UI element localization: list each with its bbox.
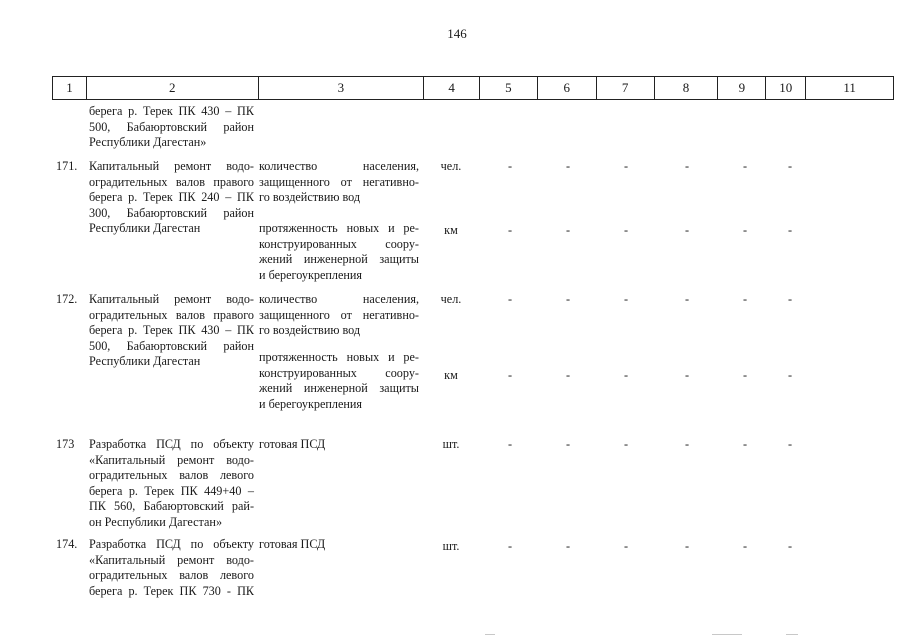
text-line: конструированных соору- bbox=[259, 365, 419, 380]
text-line: берега р. Терек ПК 430 – ПК bbox=[89, 104, 254, 118]
value-cell: - bbox=[623, 539, 629, 553]
text-line: защищенного от негативно- bbox=[259, 174, 419, 189]
text-line: оградительных валов левого bbox=[89, 468, 254, 482]
text-line: и берегоукрепления bbox=[259, 267, 363, 282]
value-cell: - bbox=[565, 223, 571, 237]
value-cell: - bbox=[507, 437, 513, 451]
row-number: 171. bbox=[56, 159, 78, 173]
object-name bbox=[89, 537, 254, 599]
text-line: протяженность новых и ре- bbox=[259, 221, 419, 235]
unit: шт. bbox=[442, 539, 460, 553]
scan-artifact bbox=[485, 634, 495, 635]
value-cell: - bbox=[565, 292, 571, 306]
header-cell-10: 10 bbox=[766, 77, 806, 99]
text-line: жений инженерной защиты bbox=[259, 252, 419, 266]
indicator-name bbox=[259, 221, 419, 283]
value-cell: - bbox=[623, 437, 629, 451]
text-line: готовая ПСД bbox=[259, 437, 326, 451]
header-cell-11: 11 bbox=[843, 80, 856, 95]
unit: км bbox=[444, 223, 458, 237]
text-line: готовая ПСД bbox=[259, 537, 326, 551]
value-cell: - bbox=[623, 368, 629, 382]
value-cell: - bbox=[787, 437, 793, 451]
header-cell-6: 6 bbox=[538, 77, 597, 99]
value-cell: - bbox=[565, 437, 571, 451]
text-line: количество населения, bbox=[259, 159, 419, 173]
indicator-name bbox=[259, 350, 419, 412]
text-line: берега р. Терек ПК 430 – ПК bbox=[89, 323, 254, 337]
value-cell: - bbox=[507, 223, 513, 237]
indicator-name bbox=[259, 437, 419, 453]
value-cell: - bbox=[507, 159, 513, 173]
value-cell: - bbox=[684, 539, 690, 553]
continuation-object bbox=[89, 104, 254, 151]
value-cell: - bbox=[787, 539, 793, 553]
value-cell: - bbox=[565, 368, 571, 382]
text-line: «Капитальный ремонт водо- bbox=[89, 552, 254, 567]
value-cell: - bbox=[623, 292, 629, 306]
indicator-name bbox=[259, 537, 419, 553]
value-cell: - bbox=[684, 292, 690, 306]
text-line: 300, Бабаюртовский район bbox=[89, 205, 254, 220]
unit: чел. bbox=[440, 292, 462, 306]
text-line: протяженность новых и ре- bbox=[259, 350, 419, 364]
unit: чел. bbox=[440, 159, 462, 173]
text-line: жений инженерной защиты bbox=[259, 381, 419, 395]
header-cell-4: 4 bbox=[424, 77, 480, 99]
text-line: го воздействию вод bbox=[259, 190, 361, 204]
value-cell: - bbox=[565, 159, 571, 173]
text-line: 500, Бабаюртовский район bbox=[89, 338, 254, 353]
text-line: он Республики Дагестан» bbox=[89, 514, 223, 529]
text-line: Республики Дагестан bbox=[89, 354, 201, 368]
value-cell: - bbox=[623, 159, 629, 173]
scan-artifact bbox=[786, 634, 798, 635]
text-line: количество населения, bbox=[259, 292, 419, 306]
header-cell-7: 7 bbox=[597, 77, 655, 99]
header-cell-9: 9 bbox=[718, 77, 766, 99]
value-cell: - bbox=[507, 368, 513, 382]
text-line: берега р. Терек ПК 449+40 – bbox=[89, 483, 254, 498]
value-cell: - bbox=[787, 368, 793, 382]
text-line: 500, Бабаюртовский район bbox=[89, 119, 254, 134]
row-number: 173 bbox=[56, 437, 75, 451]
value-cell: - bbox=[742, 223, 748, 237]
text-line: Капитальный ремонт водо- bbox=[89, 292, 254, 306]
value-cell: - bbox=[565, 539, 571, 553]
text-line: защищенного от негативно- bbox=[259, 307, 419, 322]
value-cell: - bbox=[684, 159, 690, 173]
value-cell: - bbox=[787, 223, 793, 237]
unit: км bbox=[444, 368, 458, 382]
row-number: 174. bbox=[56, 537, 78, 551]
text-line: Разработка ПСД по объекту bbox=[89, 437, 254, 451]
page-number: 146 bbox=[447, 26, 467, 41]
text-line: оградительных валов правого bbox=[89, 307, 254, 322]
text-line: го воздействию вод bbox=[259, 323, 361, 337]
indicator-name bbox=[259, 292, 419, 339]
row-number: 172. bbox=[56, 292, 78, 306]
table-header-row bbox=[52, 76, 894, 100]
object-name bbox=[89, 159, 254, 237]
value-cell: - bbox=[787, 292, 793, 306]
text-line: оградительных валов правого bbox=[89, 174, 254, 189]
text-line: Разработка ПСД по объекту bbox=[89, 537, 254, 551]
text-line: Республики Дагестан bbox=[89, 221, 201, 235]
text-line: оградительных валов левого bbox=[89, 568, 254, 582]
value-cell: - bbox=[507, 292, 513, 306]
header-cell-2: 2 bbox=[87, 77, 259, 99]
text-line: «Капитальный ремонт водо- bbox=[89, 452, 254, 467]
text-line: Республики Дагестан» bbox=[89, 135, 207, 149]
header-cell-3: 3 bbox=[259, 77, 425, 99]
header-cell-5: 5 bbox=[480, 77, 538, 99]
object-name bbox=[89, 292, 254, 370]
value-cell: - bbox=[684, 223, 690, 237]
value-cell: - bbox=[742, 368, 748, 382]
value-cell: - bbox=[742, 437, 748, 451]
value-cell: - bbox=[742, 292, 748, 306]
header-cell-1: 1 bbox=[53, 77, 87, 99]
object-name bbox=[89, 437, 254, 530]
text-line: конструированных соору- bbox=[259, 236, 419, 251]
value-cell: - bbox=[787, 159, 793, 173]
text-line: ПК 560, Бабаюртовский рай- bbox=[89, 499, 254, 513]
text-line: берега р. Терек ПК 730 - ПК bbox=[89, 583, 254, 598]
value-cell: - bbox=[684, 368, 690, 382]
text-line: и берегоукрепления bbox=[259, 396, 363, 411]
value-cell: - bbox=[684, 437, 690, 451]
value-cell: - bbox=[507, 539, 513, 553]
scan-artifact bbox=[712, 634, 742, 635]
value-cell: - bbox=[623, 223, 629, 237]
header-cell-8: 8 bbox=[655, 77, 719, 99]
value-cell: - bbox=[742, 159, 748, 173]
indicator-name bbox=[259, 159, 419, 206]
text-line: берега р. Терек ПК 240 – ПК bbox=[89, 190, 254, 204]
unit: шт. bbox=[442, 437, 460, 451]
value-cell: - bbox=[742, 539, 748, 553]
text-line: Капитальный ремонт водо- bbox=[89, 159, 254, 173]
